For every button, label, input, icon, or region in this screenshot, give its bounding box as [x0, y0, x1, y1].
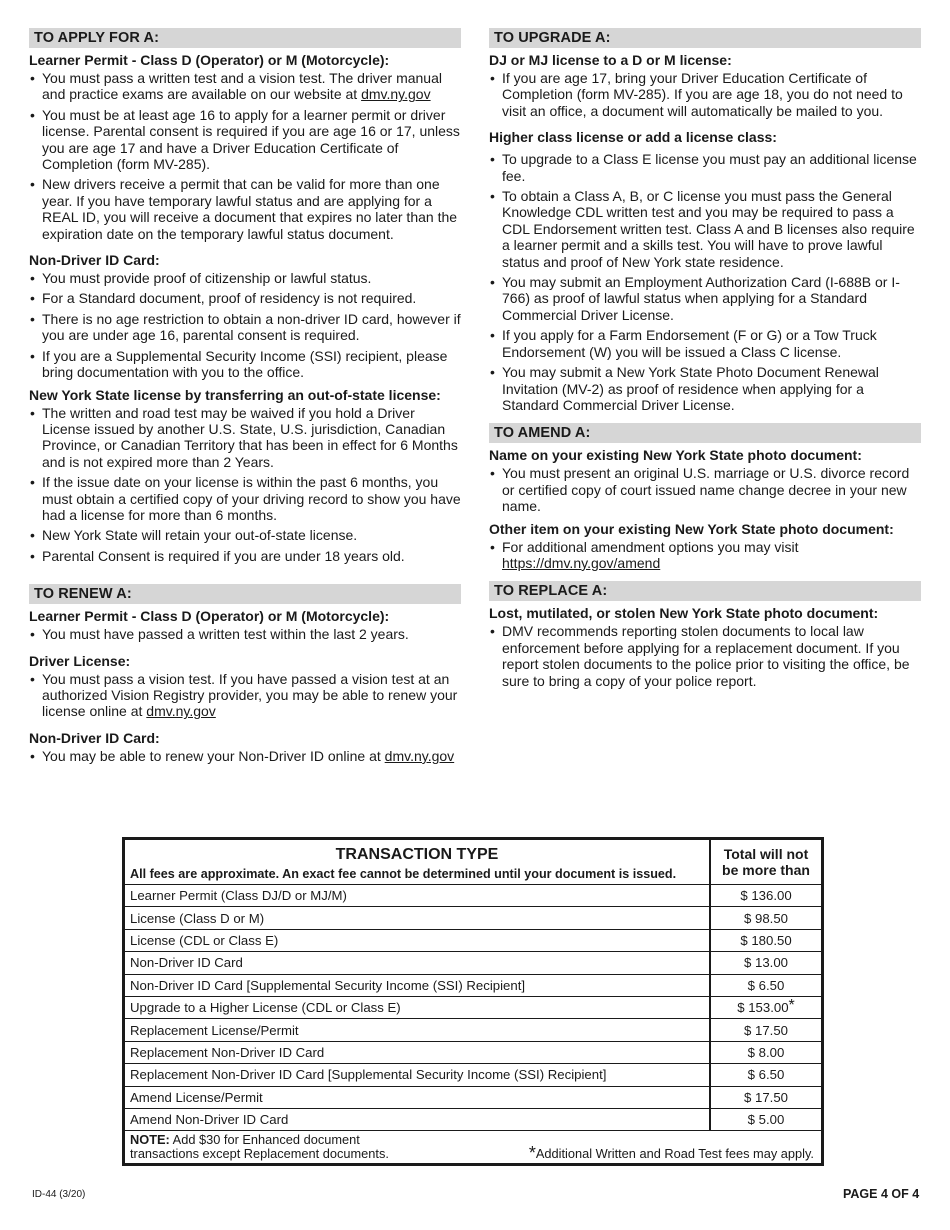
form-id: ID-44 (3/20): [32, 1189, 86, 1200]
left-column: [29, 28, 461, 770]
upgrade-dj-list: [489, 70, 921, 119]
fee-footnote: *Additional Written and Road Test fees may apply.: [528, 1143, 814, 1164]
amend-link[interactable]: https://dmv.ny.gov/amend: [502, 554, 661, 571]
fee-table: [122, 837, 824, 1166]
renew-heading: TO RENEW A:: [29, 584, 461, 604]
table-row: Amend License/Permit $ 17.50: [124, 1086, 823, 1108]
apply-learner-list: [29, 70, 461, 242]
list-item: • You must present an original U.S. marriage or U.S. divorce record or certified copy of court issued name change decree in your new name.: [489, 465, 921, 514]
amend-heading: TO AMEND A:: [489, 423, 921, 443]
dmv-link[interactable]: dmv.ny.gov: [146, 703, 216, 720]
list-item: • You must pass a vision test. If you have passed a vision test at an authorized Vision Registry provider, you may be able to renew your license online at dmv.ny.gov: [29, 671, 461, 720]
table-row: Replacement Non-Driver ID Card [Supplemental Security Income (SSI) Recipient] $ 6.50: [124, 1064, 823, 1086]
list-item: • New York State will retain your out-of-state license.: [29, 527, 461, 543]
fee-amount-header: Total will not be more than: [722, 846, 810, 878]
list-item: • If you apply for a Farm Endorsement (F or G) or a Tow Truck Endorsement (W) you will be issued a Class C license.: [489, 327, 921, 360]
amend-other-list: [489, 539, 921, 572]
apply-heading: TO APPLY FOR A:: [29, 28, 461, 48]
upgrade-higher-list: [489, 151, 921, 413]
list-item: • There is no age restriction to obtain a non-driver ID card, however if you are under age 16, parental consent is required.: [29, 311, 461, 344]
fee-note: NOTE: Add $30 for Enhanced document transactions except Replacement documents.: [130, 1132, 389, 1162]
list-item: • To upgrade to a Class E license you must pay an additional license fee.: [489, 151, 921, 184]
renew-learner-heading: Learner Permit - Class D (Operator) or M (Motorcycle):: [29, 608, 390, 625]
replace-lost-heading: Lost, mutilated, or stolen New York State photo document:: [489, 605, 879, 622]
table-row: Upgrade to a Higher License (CDL or Class E) $ 153.00*: [124, 996, 823, 1018]
upgrade-higher-heading: Higher class license or add a license class:: [489, 129, 777, 146]
amend-name-heading: Name on your existing New York State photo document:: [489, 447, 862, 464]
list-item: • You may submit an Employment Authorization Card (I-688B or I-766) as proof of lawful status when applying for a Standard Commercial Driver License.: [489, 274, 921, 323]
upgrade-heading: TO UPGRADE A:: [489, 28, 921, 48]
list-item: • If the issue date on your license is within the past 6 months, you must obtain a certified copy of your driving record to show you have had a license for more than 6 months.: [29, 474, 461, 523]
list-item: • You may submit a New York State Photo Document Renewal Invitation (MV-2) as proof of residence when applying for a Standard Commercial Driver License.: [489, 364, 921, 413]
replace-heading: TO REPLACE A:: [489, 581, 921, 601]
renew-license-list: [29, 671, 461, 720]
amend-name-list: [489, 465, 921, 514]
replace-lost-list: [489, 623, 921, 689]
fee-note-row: [124, 1131, 823, 1165]
renew-license-heading: Driver License:: [29, 652, 131, 669]
apply-nondriver-list: [29, 270, 461, 380]
fee-table-subtitle: All fees are approximate. An exact fee cannot be determined until your document is issued.: [130, 866, 677, 881]
list-item: • You must be at least age 16 to apply for a learner permit or driver license. Parental consent is required if you are age 16 or 17, unless you are age 17 and have a Driver Education Certificate of Completion (form MV-285).: [29, 107, 461, 173]
page-number: PAGE 4 OF 4: [843, 1187, 920, 1201]
apply-transfer-list: [29, 405, 461, 565]
list-item: • For a Standard document, proof of residency is not required.: [29, 290, 461, 306]
list-item: • You may be able to renew your Non-Driver ID online at dmv.ny.gov: [29, 748, 461, 764]
apply-learner-heading: Learner Permit - Class D (Operator) or M (Motorcycle):: [29, 52, 390, 68]
table-row: License (CDL or Class E) $ 180.50: [124, 929, 823, 951]
dmv-link[interactable]: dmv.ny.gov: [361, 86, 431, 103]
renew-nondriver-heading: Non-Driver ID Card:: [29, 729, 160, 746]
right-column: [489, 28, 921, 695]
dmv-link[interactable]: dmv.ny.gov: [384, 747, 455, 764]
table-row: Non-Driver ID Card [Supplemental Security Income (SSI) Recipient] $ 6.50: [124, 974, 823, 996]
table-row: Replacement Non-Driver ID Card $ 8.00: [124, 1041, 823, 1063]
list-item: • You must pass a written test and a vision test. The driver manual and practice exams are available on our website at dmv.ny.gov: [29, 70, 461, 103]
apply-transfer-heading: New York State license by transferring an out-of-state license:: [29, 386, 441, 403]
list-item: • You must have passed a written test within the last 2 years.: [29, 626, 461, 642]
list-item: • To obtain a Class A, B, or C license you must pass the General Knowledge CDL written test and you may be required to pass a CDL Endorsement written test. Class A and B licenses also require a learner permit and a skills test. You will have to prove lawful status and proof of New York state residence.: [489, 188, 921, 270]
table-row: Learner Permit (Class DJ/D or MJ/M) $ 136.00: [124, 885, 823, 907]
list-item: • You must provide proof of citizenship or lawful status.: [29, 270, 461, 286]
asterisk-mark: *: [788, 997, 795, 1015]
list-item: • DMV recommends reporting stolen documents to local law enforcement before applying for a replacement document. If you report stolen documents to the police prior to visiting the office, be sure to bring a copy of your police report.: [489, 623, 921, 689]
table-row: Replacement License/Permit $ 17.50: [124, 1019, 823, 1041]
upgrade-dj-heading: DJ or MJ license to a D or M license:: [489, 52, 732, 68]
list-item: • The written and road test may be waived if you hold a Driver License issued by another U.S. State, U.S. jurisdiction, Canadian Province, or Canadian Territory that has been in effect for 6 Months and is not expired more than 2 Years.: [29, 405, 461, 471]
list-item: • If you are a Supplemental Security Income (SSI) recipient, please bring documentation with you to the office.: [29, 348, 461, 381]
renew-nondriver-list: [29, 748, 461, 764]
list-item: • Parental Consent is required if you are under 18 years old.: [29, 548, 461, 564]
fee-table-header: [124, 839, 823, 885]
apply-nondriver-heading: Non-Driver ID Card:: [29, 252, 160, 269]
table-row: Amend Non-Driver ID Card $ 5.00: [124, 1108, 823, 1130]
list-item: • New drivers receive a permit that can be valid for more than one year. If you have temporary lawful status and are applying for a REAL ID, you will receive a document that expires no later than the expiration date on the temporary lawful status document.: [29, 176, 461, 242]
table-row: License (Class D or M) $ 98.50: [124, 907, 823, 929]
table-row: Non-Driver ID Card $ 13.00: [124, 952, 823, 974]
renew-learner-list: [29, 626, 461, 642]
list-item: • For additional amendment options you may visit https://dmv.ny.gov/amend: [489, 539, 921, 572]
list-item: • If you are age 17, bring your Driver Education Certificate of Completion (form MV-285). If you are age 18, you do not need to visit an office, a document will automatically be mailed to you.: [489, 70, 921, 119]
amend-other-heading: Other item on your existing New York State photo document:: [489, 520, 894, 537]
fee-table-title: TRANSACTION TYPE: [335, 845, 499, 863]
